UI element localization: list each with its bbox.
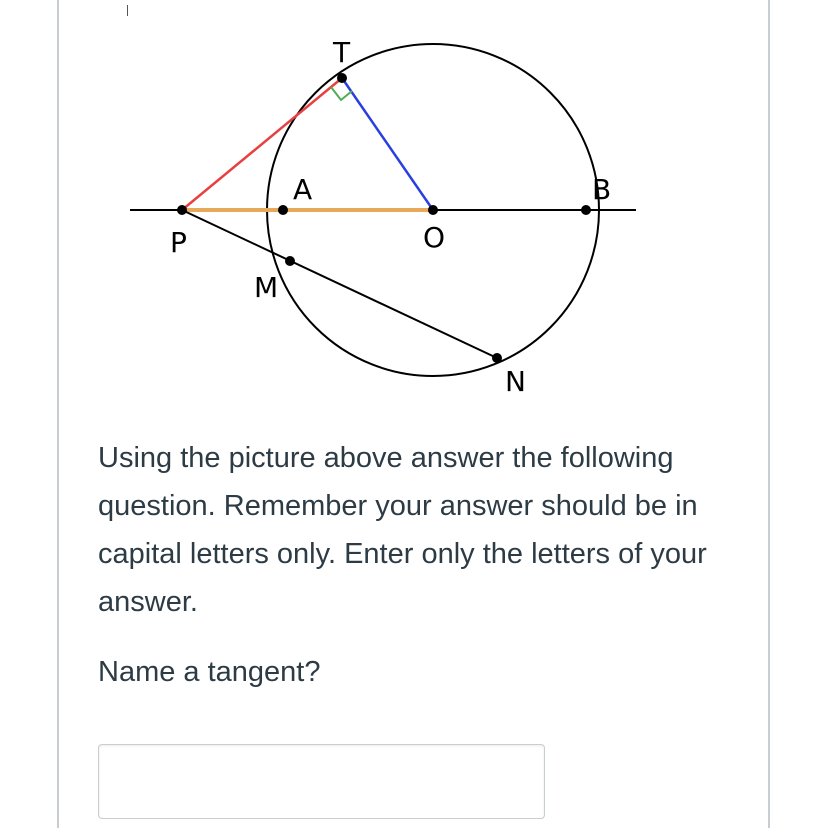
- label-T: T: [333, 36, 351, 69]
- answer-input[interactable]: [98, 744, 545, 819]
- label-M: M: [254, 271, 279, 304]
- point-A: [278, 205, 288, 215]
- question-prompt: Name a tangent?: [98, 656, 321, 688]
- label-B: B: [592, 173, 612, 206]
- point-N: [492, 353, 502, 363]
- label-N: N: [505, 365, 526, 398]
- point-B: [581, 205, 591, 215]
- question-text: Using the picture above answer the following question. Remember your answer should be in capital letters only. Enter only the letters of your answer.: [98, 442, 707, 618]
- point-O: [428, 205, 438, 215]
- tangent-PT: [182, 78, 342, 210]
- label-A: A: [293, 173, 313, 206]
- point-T: [337, 73, 347, 83]
- secant-PN: [182, 210, 497, 358]
- radius-OT: [342, 78, 433, 210]
- label-O: O: [423, 221, 446, 254]
- point-M: [285, 256, 295, 266]
- label-P: P: [170, 226, 187, 259]
- point-P: [177, 205, 187, 215]
